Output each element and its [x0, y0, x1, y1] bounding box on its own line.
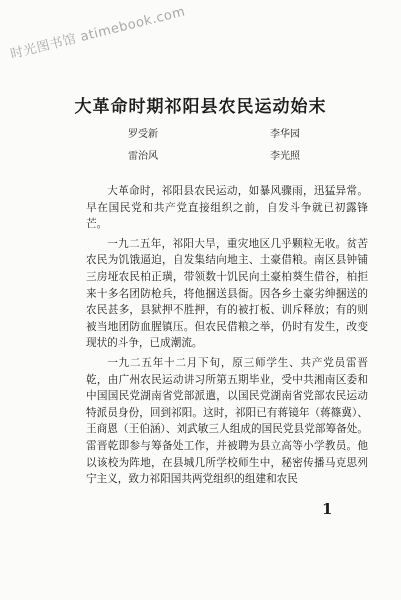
author-list	[100, 124, 300, 168]
author-row	[100, 146, 300, 168]
author-name: 李光照	[270, 151, 300, 162]
paragraph: 大革命时，祁阳县农民运动，如暴风骤雨，迅猛异常。早在国民党和共产党直接组织之前，自发斗争就已初露锋芒。	[86, 185, 368, 231]
article-body	[86, 183, 368, 491]
paragraph: 一九二五年十二月下旬，原三师学生、共产党员雷晋乾，由广州农民运动讲习所第五期毕业，受中共湘南区委和中国国民党湖南省党部派遣，以国民党湖南省党部农民运动特派员身份，回到祁阳。这时，祁阳已有蒋镜年（蒋篠冀）、王商恩（王伯涵）、刘武敏三人组成的国民党县党部筹备处。雷晋乾即参与筹备处工作，并被聘为县立高等小学教员。他以该校为阵地，在县城几所学校师生中，秘密传播马克思列宁主义，致力祁阳国共两党组织的组建和农民	[86, 356, 368, 486]
watermark: 时光图书馆 atimebook.com	[8, 4, 187, 63]
author-name: 罗受新	[128, 129, 158, 140]
page-title: 大革命时期祁阳县农民运动始末	[74, 97, 327, 117]
page-number: 1	[322, 500, 333, 518]
author-name: 李华园	[270, 129, 300, 140]
author-row	[100, 124, 300, 146]
paragraph: 一九二五年，祁阳大旱，重灾地区几乎颗粒无收。贫苦农民为饥饿逼迫，自发集结向地主、土豪借粮。南区县钟铺三房垭农民柏正璜，带领数十饥民向土豪柏葵生借谷，柏拒来十多名团防枪兵，将他捆送县衙。因各乡土豪劣绅捆送的农民甚多，县狱押不胜押，有的被打板、训斥释放；有的则被当地团防血腥镇压。但农民借粮之举，仍时有发生，改变现状的斗争，已成潮流。	[86, 237, 368, 350]
author-name: 雷治风	[128, 151, 158, 162]
